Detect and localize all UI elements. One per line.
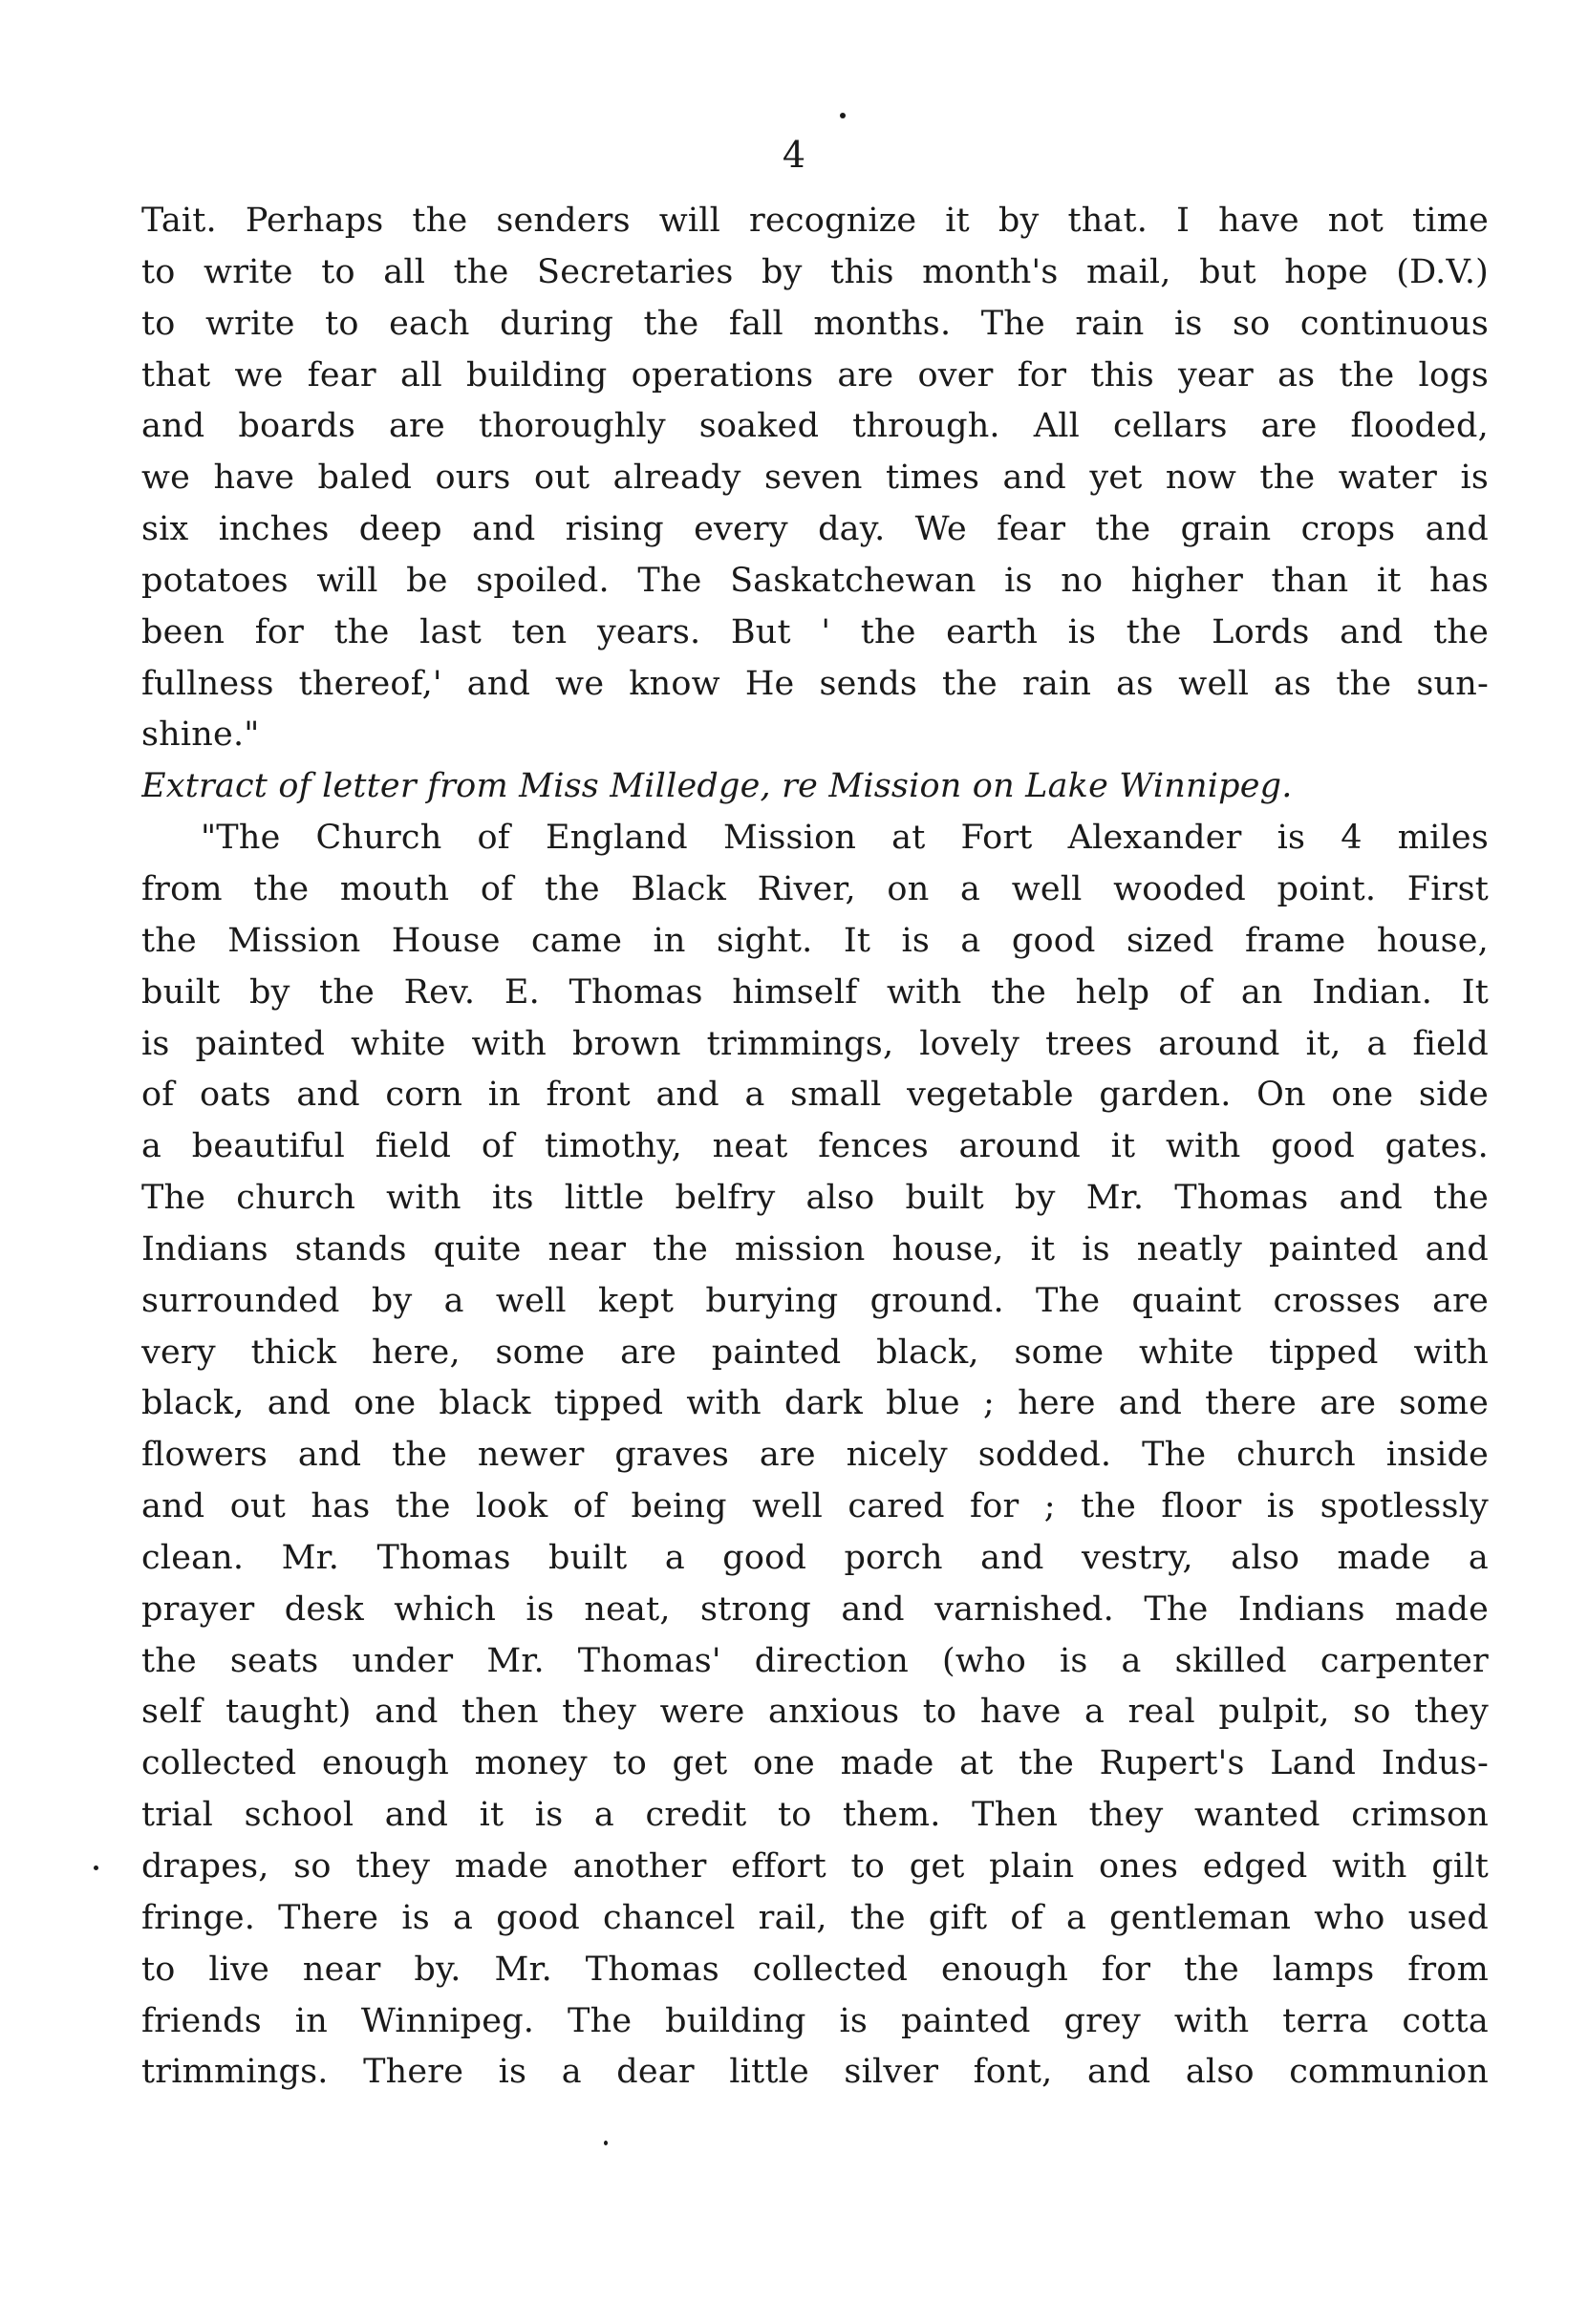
text-line: flowers and the newer graves are nicely sodded. The church inside bbox=[141, 1436, 1489, 1475]
text-line: that we fear all building operations are over for this year as the logs bbox=[141, 355, 1489, 394]
text-line: and boards are thoroughly soaked through. All cellars are flooded, bbox=[141, 407, 1489, 446]
text-line: been for the last ten years. But ' the earth is the Lords and the bbox=[141, 612, 1489, 651]
page-number: 4 bbox=[782, 134, 806, 176]
text-line: built by the Rev. E. Thomas himself with the help of an Indian. It bbox=[141, 972, 1489, 1012]
text-line: self taught) and then they were anxious to have a real pulpit, so they bbox=[141, 1693, 1489, 1732]
body-text bbox=[141, 196, 1489, 2099]
text-line: and out has the look of being well cared for ; the floor is spotlessly bbox=[141, 1487, 1489, 1526]
text-line: we have baled ours out already seven times and yet now the water is bbox=[141, 458, 1489, 498]
text-line: to live near by. Mr. Thomas collected enough for the lamps from bbox=[141, 1950, 1489, 1989]
section-heading: Extract of letter from Miss Milledge, re Mission on Lake Winnipeg. bbox=[141, 767, 1293, 806]
text-line: friends in Winnipeg. The building is painted grey with terra cotta bbox=[141, 2001, 1489, 2040]
text-line: fringe. There is a good chancel rail, the gift of a gentleman who used bbox=[141, 1898, 1489, 1937]
text-line: a beautiful field of timothy, neat fences around it with good gates. bbox=[141, 1127, 1489, 1166]
text-line: drapes, so they made another effort to get plain ones edged with gilt bbox=[141, 1847, 1489, 1886]
text-line: black, and one black tipped with dark blue ; here and there are some bbox=[141, 1384, 1489, 1423]
text-line: potatoes will be spoiled. The Saskatchewan is no higher than it has bbox=[141, 561, 1489, 600]
text-line: of oats and corn in front and a small vegetable garden. On one side bbox=[141, 1076, 1489, 1115]
text-line: trimmings. There is a dear little silver font, and also communion bbox=[141, 2053, 1489, 2092]
text-line: surrounded by a well kept burying ground. The quaint crosses are bbox=[141, 1281, 1489, 1320]
text-line: collected enough money to get one made at the Rupert's Land Indus- bbox=[141, 1744, 1489, 1783]
text-line: prayer desk which is neat, strong and varnished. The Indians made bbox=[141, 1589, 1489, 1629]
text-line: shine." bbox=[141, 715, 260, 755]
ink-speck bbox=[840, 113, 846, 118]
text-line: six inches deep and rising every day. We fear the grain crops and bbox=[141, 510, 1489, 549]
ink-speck bbox=[604, 2141, 608, 2145]
text-line: "The Church of England Mission at Fort Alexander is 4 miles bbox=[201, 819, 1489, 858]
text-line: very thick here, some are painted black, some white tipped with bbox=[141, 1333, 1489, 1372]
text-line: to write to all the Secretaries by this month's mail, but hope (D.V.) bbox=[141, 252, 1489, 291]
text-line: from the mouth of the Black River, on a well wooded point. First bbox=[141, 869, 1489, 908]
text-line: to write to each during the fall months. The rain is so continuous bbox=[141, 304, 1489, 343]
text-line: is painted white with brown trimmings, lovely trees around it, a field bbox=[141, 1024, 1489, 1063]
text-line: Indians stands quite near the mission house, it is neatly painted and bbox=[141, 1229, 1489, 1269]
text-line: Tait. Perhaps the senders will recognize it by that. I have not time bbox=[141, 202, 1489, 240]
text-line: The church with its little belfry also built by Mr. Thomas and the bbox=[141, 1179, 1489, 1218]
text-line: the Mission House came in sight. It is a good sized frame house, bbox=[141, 921, 1489, 960]
text-line: trial school and it is a credit to them. Then they wanted crimson bbox=[141, 1796, 1489, 1835]
text-line: the seats under Mr. Thomas' direction (who is a skilled carpenter bbox=[141, 1641, 1489, 1680]
text-line: fullness thereof,' and we know He sends the rain as well as the sun- bbox=[141, 664, 1489, 703]
text-line: clean. Mr. Thomas built a good porch and vestry, also made a bbox=[141, 1538, 1489, 1577]
ink-speck bbox=[94, 1866, 98, 1870]
